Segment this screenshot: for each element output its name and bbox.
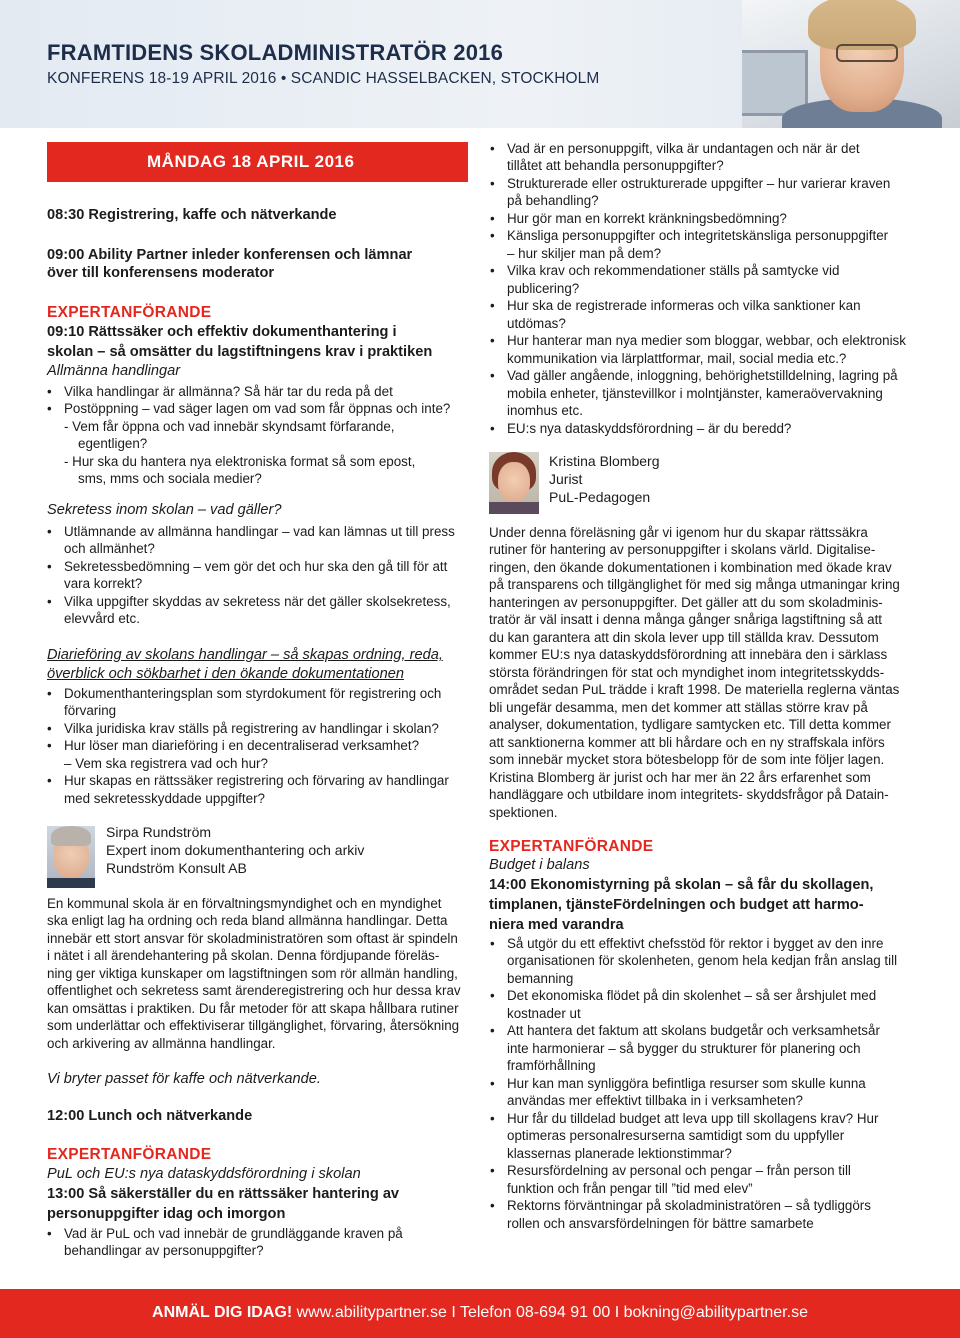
expert-label-2: EXPERTANFÖRANDE: [47, 1146, 212, 1163]
ekonomi-bullet-3-line3: framförhållning: [507, 1058, 596, 1073]
ekonomi-bullet-2-line1: • Det ekonomiska flödet på din skolenhet – så ser årshjulet med: [507, 987, 876, 1005]
pul-bullet-5-line1: • Vilka krav och rekommendationer ställs på samtycke vid: [507, 262, 839, 280]
allmanna-dash-1-line2: egentligen?: [78, 436, 148, 451]
sirpa-desc-line8: som underlättar och effektiviserar tillgänglighet, förvaring, återsökning: [47, 1018, 460, 1033]
kristina-desc-line10: området sedan PuL trädde i kraft 1998. De materiella reglerna väntas: [489, 682, 900, 697]
speaker-name-sirpa: Sirpa Rundström: [106, 824, 212, 840]
pul-bullet-4-line2: – hur skiljer man på dem?: [507, 246, 662, 261]
kristina-desc-line9: största förändringen för stat och myndighet inom integritetsskydds-: [489, 665, 885, 680]
footer-cta[interactable]: ANMÄL DIG IDAG!: [152, 1304, 293, 1321]
speaker-org-kristina: PuL-Pedagogen: [549, 489, 651, 505]
sirpa-desc-line3: innebär ett stort ansvar för skoladministratören som oftast är spindeln: [47, 931, 458, 946]
diarieforing-bullet-3-line2: – Vem ska registrera vad och hur?: [64, 756, 268, 771]
kristina-desc-line4: på transparens och tillgänglighet för med sig många utmaningar kring: [489, 577, 900, 592]
session-1300-line1: 13:00 Så säkerställer du en rättssäker hantering av: [47, 1186, 400, 1202]
speaker-role-sirpa: Expert inom dokumenthantering och arkiv: [106, 842, 365, 858]
sekretess-heading: Sekretess inom skolan – vad gäller?: [47, 502, 282, 518]
pul-bullet-3: • Hur gör man en korrekt kränkningsbedömning?: [507, 210, 787, 228]
pul-bullet-8-line1: • Vad gäller angående, inloggning, behörighetstilldelning, lagring på: [507, 367, 898, 385]
pul-bullet-7-line1: • Hur hanterar man nya medier som bloggar, webbar, och elektronisk: [507, 332, 906, 350]
allmanna-bullet-1: • Vilka handlingar är allmänna? Så här tar du reda på det: [64, 383, 393, 401]
diarieforing-heading-line2: överblick och sökbarhet i den ökande dokumentationen: [47, 666, 404, 682]
ekonomi-bullet-4-line2: användas mer effektivt tillbaka in i verksamheten?: [507, 1093, 803, 1108]
pul-bullet-8-line3: inomhus etc.: [507, 403, 583, 418]
sekretess-bullet-2-line1: • Sekretessbedömning – vem gör det och hur ska den gå till för att: [64, 558, 447, 576]
diarieforing-bullet-3-line1: • Hur löser man diarieföring i en decentraliserad verksamhet?: [64, 737, 419, 755]
kristina-desc-line7: du kan garantera att din skola lever upp till ställda krav. Dessutom: [489, 630, 879, 645]
kristina-desc-line5: hanteringen av personuppgifter. Det gäller att du som skoladminis-: [489, 595, 883, 610]
allmanna-bullet-2: • Postöppning – vad säger lagen om vad som får öppnas och inte?: [64, 400, 450, 418]
kristina-desc-line13: att sanktionerna kommer att bli hårdare och en ny straffskala införs: [489, 735, 885, 750]
footer-contact[interactable]: www.abilitypartner.se I Telefon 08-694 91 00 I bokning@abilitypartner.se: [292, 1304, 808, 1321]
page-subtitle: KONFERENS 18-19 APRIL 2016 • SCANDIC HASSELBACKEN, STOCKHOLM: [47, 70, 600, 87]
sirpa-desc-line2: ska enligt lag ha ordning och reda bland allmänna handlingar. Detta: [47, 913, 448, 928]
ekonomi-bullet-4-line1: • Hur kan man synliggöra befintliga resurser som skulle kunna: [507, 1075, 866, 1093]
session-1300-line2: personuppgifter idag och imorgon: [47, 1206, 286, 1222]
allmanna-heading: Allmänna handlingar: [47, 363, 181, 379]
diarieforing-bullet-1-line1: • Dokumenthanteringsplan som styrdokument för registrering och: [64, 685, 441, 703]
diarieforing-bullet-2: • Vilka juridiska krav ställs på registrering av handlingar i skolan?: [64, 720, 439, 738]
diarieforing-heading-line1: Diarieföring av skolans handlingar – så skapas ordning, reda,: [47, 647, 443, 663]
session-1400-line1: 14:00 Ekonomistyrning på skolan – så får du skollagen,: [489, 877, 874, 893]
sirpa-desc-line4: i nätet i all ärendehantering på skolan. Denna fördjupande föreläs-: [47, 948, 440, 963]
kristina-desc-line1: Under denna föreläsning går vi igenom hur du skapar rättssäkra: [489, 525, 868, 540]
sirpa-desc-line1: En kommunal skola är en förvaltningsmyndighet och en myndighet: [47, 896, 442, 911]
allmanna-dash-1-line1: - Vem får öppna och vad innebär skyndsamt förfarande,: [64, 419, 395, 434]
pul-bullet-6-line1: • Hur ska de registrerade informeras och vilka sanktioner kan: [507, 297, 861, 315]
session-1300-bullet-line2: behandlingar av personuppgifter?: [64, 1243, 264, 1258]
day-banner: [47, 142, 468, 182]
speaker-role-kristina: Jurist: [549, 471, 583, 487]
session-0910-line1: 09:10 Rättssäker och effektiv dokumenthantering i: [47, 324, 397, 340]
pul-heading: PuL och EU:s nya dataskyddsförordning i skolan: [47, 1166, 361, 1182]
pul-bullet-4-line1: • Känsliga personuppgifter och integritetskänsliga personuppgifter: [507, 227, 888, 245]
sekretess-bullet-2-line2: vara korrekt?: [64, 576, 143, 591]
ekonomi-bullet-5-line3: klassernas planerade lektionstimmar?: [507, 1146, 732, 1161]
kristina-desc-line12: analyser, dokumentation, tydligare samtycken etc. Till detta kommer: [489, 717, 891, 732]
kristina-desc-line3: ringen, den ökande dokumentationen i kombination med ökade krav: [489, 560, 892, 575]
ekonomi-bullet-5-line2: optimeras personalresurserna samtidigt som du uppfyller: [507, 1128, 845, 1143]
page-title: FRAMTIDENS SKOLADMINISTRATÖR 2016: [47, 40, 503, 65]
kristina-desc-line17: spektionen.: [489, 805, 558, 820]
pul-bullet-7-line2: kommunikation via lärplattformar, mail, social media etc.?: [507, 351, 847, 366]
pul-bullet-2-line1: • Strukturerade eller ostrukturerade uppgifter – hur varierar kraven: [507, 175, 890, 193]
ekonomi-bullet-1-line2: organisationen för skolenheten, genom hela kedjan från anslag till: [507, 953, 898, 968]
kristina-desc-line6: tratör är väl insatt i denna många gånger snåriga lagstiftning så att: [489, 612, 883, 627]
pul-bullet-2-line2: på behandling?: [507, 193, 599, 208]
expert-label-1: EXPERTANFÖRANDE: [47, 304, 212, 321]
pul-bullet-8-line2: mobila enheter, tjänstevillkor i molntjänster, kameraövervakning: [507, 386, 883, 401]
break-note: Vi bryter passet för kaffe och nätverkande.: [47, 1071, 321, 1087]
speaker-photo-kristina: [489, 452, 539, 514]
sekretess-bullet-3-line2: elevvård etc.: [64, 611, 140, 626]
session-0910-line2: skolan – så omsätter du lagstiftningens krav i praktiken: [47, 344, 433, 360]
session-1400-line3: niera med varandra: [489, 917, 624, 933]
session-0900-line2: över till konferensens moderator: [47, 265, 275, 281]
sirpa-desc-line9: och arkivering av allmänna handlingar.: [47, 1036, 276, 1051]
diarieforing-bullet-4-line1: • Hur skapas en rättssäker registrering och förvaring av handlingar: [64, 772, 449, 790]
sekretess-bullet-1-line2: och allmänhet?: [64, 541, 155, 556]
speaker-photo-sirpa: [47, 826, 95, 888]
pul-bullet-1-line2: tillåtet att behandla personuppgifter?: [507, 158, 724, 173]
diarieforing-bullet-4-line2: med sekretesskyddade uppgifter?: [64, 791, 265, 806]
ekonomi-bullet-1-line3: bemanning: [507, 971, 574, 986]
ekonomi-bullet-7-line2: rollen och ansvarsfördelningen för bättre samarbete: [507, 1216, 814, 1231]
ekonomi-bullet-6-line2: funktion och från pengar till ”tid med elev”: [507, 1181, 753, 1196]
sekretess-bullet-3-line1: • Vilka uppgifter skyddas av sekretess när det gäller skolsekretess,: [64, 593, 451, 611]
session-0900-line1: 09:00 Ability Partner inleder konferensen och lämnar: [47, 247, 413, 263]
pul-bullet-1-line1: • Vad är en personuppgift, vilka är undantagen och när är det: [507, 140, 860, 158]
ekonomi-bullet-5-line1: • Hur får du tilldelad budget att leva upp till skollagens krav? Hur: [507, 1110, 878, 1128]
sirpa-desc-line5: ning ger viktiga kunskaper om lagstiftningen som rör allmän handling,: [47, 966, 458, 981]
photo-glasses: [836, 44, 898, 62]
day-banner-label: MÅNDAG 18 APRIL 2016: [147, 152, 355, 171]
kristina-desc-line2: rutiner för hantering av personuppgifter i skolans värld. Digitalise-: [489, 542, 876, 557]
speaker-name-kristina: Kristina Blomberg: [549, 453, 660, 469]
header-photo: [742, 0, 960, 128]
session-lunch: 12:00 Lunch och nätverkande: [47, 1108, 253, 1124]
allmanna-dash-2-line1: - Hur ska du hantera nya elektroniska format så som epost,: [64, 454, 416, 469]
ekonomi-bullet-7-line1: • Rektorns förväntningar på skoladministratören – så tydliggörs: [507, 1197, 871, 1215]
ekonomi-bullet-3-line2: inte harmonierar – så bygger du strukturer för planering och: [507, 1041, 861, 1056]
ekonomi-bullet-2-line2: kostnader ut: [507, 1006, 581, 1021]
budget-heading: Budget i balans: [489, 857, 590, 873]
photo-hair: [808, 0, 916, 50]
kristina-desc-line8: kommer EU:s nya dataskyddsförordning att innebära den i särklass: [489, 647, 888, 662]
ekonomi-bullet-3-line1: • Att hantera det faktum att skolans budgetår och verksamhetsår: [507, 1022, 880, 1040]
kristina-desc-line15: Kristina Blomberg är jurist och har mer än 22 års erfarenhet som: [489, 770, 871, 785]
pul-bullet-5-line2: publicering?: [507, 281, 580, 296]
kristina-desc-line16: handläggare och utbildare inom integritets- skyddsfrågor på Datain-: [489, 787, 889, 802]
ekonomi-bullet-6-line1: • Resursfördelning av personal och pengar – från person till: [507, 1162, 851, 1180]
sirpa-desc-line6: offentlighet och sekretess samt ärenderegistrering och hur dessa krav: [47, 983, 461, 998]
pul-bullet-6-line2: utdömas?: [507, 316, 566, 331]
footer-text: [0, 1304, 960, 1322]
ekonomi-bullet-1-line1: • Så utgör du ett effektivt chefsstöd för rektor i bygget av den inre: [507, 935, 883, 953]
speaker-org-sirpa: Rundström Konsult AB: [106, 860, 247, 876]
expert-label-3: EXPERTANFÖRANDE: [489, 838, 654, 855]
kristina-desc-line11: bli ungefär desamma, men det kommer att ställas större krav på: [489, 700, 868, 715]
session-0830: 08:30 Registrering, kaffe och nätverkande: [47, 207, 337, 223]
session-1400-line2: timplanen, tjänsteFördelningen och budget att harmo-: [489, 897, 864, 913]
allmanna-dash-2-line2: sms, mms och sociala medier?: [78, 471, 262, 486]
diarieforing-bullet-1-line2: förvaring: [64, 703, 117, 718]
header-band: [0, 0, 960, 128]
sirpa-desc-line7: kan omsättas i praktiken. Du får metoder för att skapa hållbara rutiner: [47, 1001, 459, 1016]
session-1300-bullet-line1: • Vad är PuL och vad innebär de grundläggande kraven på: [64, 1225, 403, 1243]
kristina-desc-line14: som innebär mycket stora bötesbelopp för de som inte följer lagen.: [489, 752, 885, 767]
pul-bullet-9: • EU:s nya dataskyddsförordning – är du beredd?: [507, 420, 791, 438]
sekretess-bullet-1-line1: • Utlämnande av allmänna handlingar – vad kan lämnas ut till press: [64, 523, 455, 541]
footer-bar: [0, 1289, 960, 1338]
